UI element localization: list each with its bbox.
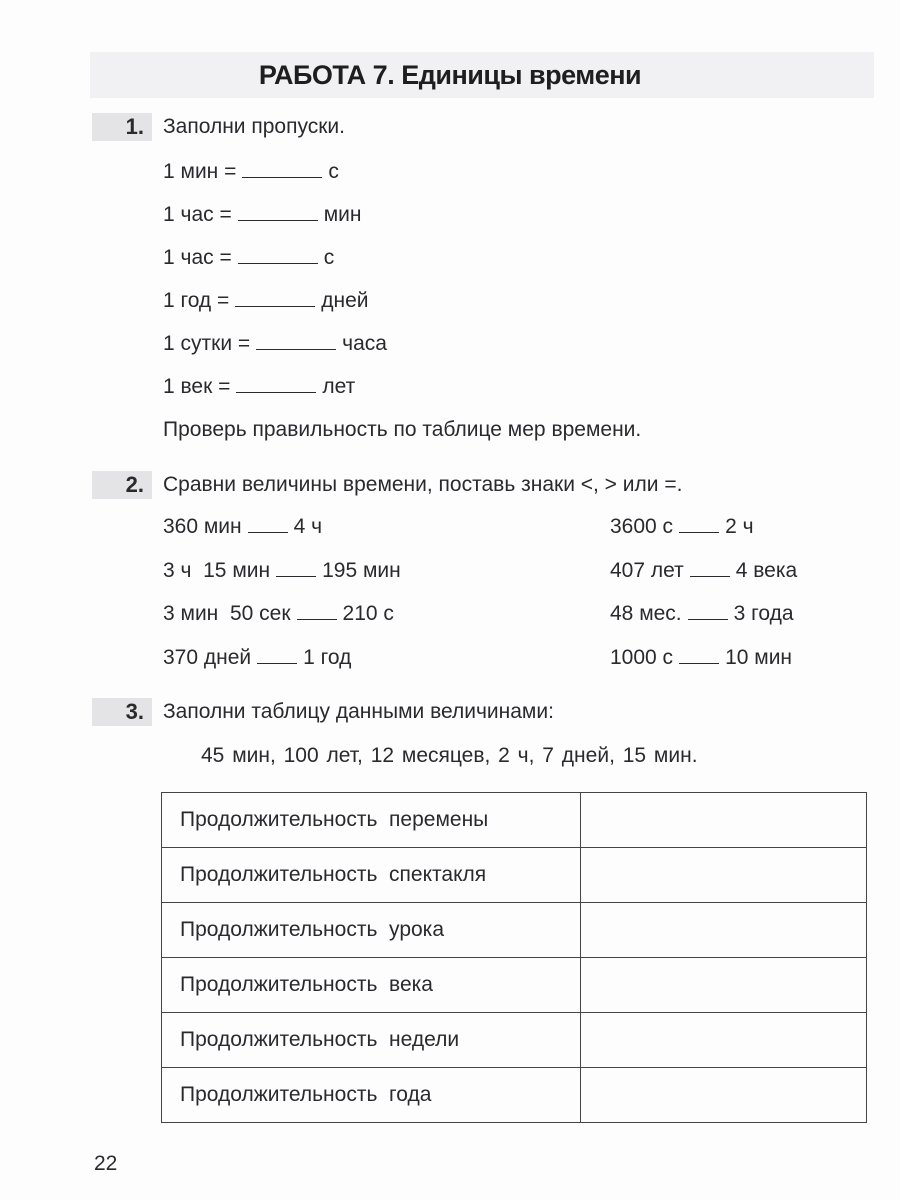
comparison-b: 195 мин <box>322 558 401 582</box>
left-expression: 1 год = <box>163 289 230 312</box>
answer-cell[interactable] <box>581 793 867 848</box>
fill-in-line <box>163 160 339 184</box>
row-label: Продолжительность века <box>162 958 581 1013</box>
unit: лет <box>322 375 356 398</box>
task-1-note: Проверь правильность по таблице мер времени. <box>163 418 642 441</box>
fill-in-line <box>163 289 369 313</box>
sign-blank[interactable] <box>690 560 730 577</box>
answer-cell[interactable] <box>581 1013 867 1068</box>
task-1-number: 1. <box>92 113 152 141</box>
comparison-b: 2 ч <box>725 515 754 538</box>
sign-blank[interactable] <box>688 603 728 620</box>
answer-blank[interactable] <box>238 247 318 264</box>
fill-in-line <box>163 375 355 399</box>
left-expression: 1 час = <box>163 246 232 269</box>
comparison-b: 10 мин <box>725 645 793 669</box>
unit: часа <box>342 332 387 355</box>
answer-blank[interactable] <box>236 376 316 393</box>
table-row <box>162 1013 867 1068</box>
answer-blank[interactable] <box>256 333 336 350</box>
page-number: 22 <box>94 1152 118 1175</box>
comparison-b: 3 года <box>733 602 794 625</box>
task-2-number: 2. <box>92 471 152 499</box>
answer-blank[interactable] <box>235 290 315 307</box>
unit: с <box>323 246 335 269</box>
comparison-row <box>163 559 401 583</box>
comparison-a: 360 мин <box>163 515 242 538</box>
sign-blank[interactable] <box>276 560 316 577</box>
answer-cell[interactable] <box>581 958 867 1013</box>
sign-blank[interactable] <box>257 647 297 664</box>
task-3-number: 3. <box>92 698 152 726</box>
comparison-b: 4 века <box>735 558 798 582</box>
comparison-row <box>163 646 351 670</box>
comparison-a: 3600 с <box>610 515 674 538</box>
comparison-b: 4 ч <box>293 515 323 538</box>
comparison-b: 210 с <box>342 602 394 625</box>
table-row <box>162 958 867 1013</box>
comparison-a: 1000 с <box>610 645 674 669</box>
sign-blank[interactable] <box>248 516 288 533</box>
fill-in-line <box>163 246 334 270</box>
comparison-row <box>610 515 754 539</box>
row-label: Продолжительность урока <box>162 903 581 958</box>
comparison-row <box>163 602 394 626</box>
comparison-row <box>610 646 792 670</box>
answer-blank[interactable] <box>238 204 318 221</box>
left-expression: 1 век = <box>163 375 231 398</box>
comparison-a: 48 мес. <box>610 602 682 625</box>
table-row <box>162 793 867 848</box>
unit: дней <box>321 289 369 312</box>
task-2-instruction: Сравни величины времени, поставь знаки <, > или =. <box>163 473 683 496</box>
table-row <box>162 1068 867 1123</box>
fill-in-line <box>163 203 362 227</box>
left-expression: 1 сутки = <box>163 332 251 355</box>
table-row <box>162 848 867 903</box>
row-label: Продолжительность перемены <box>162 793 581 848</box>
comparison-a: 370 дней <box>163 645 252 669</box>
comparison-a: 3 ч 15 мин <box>163 558 271 582</box>
row-label: Продолжительность спектакля <box>162 848 581 903</box>
task-1-instruction: Заполни пропуски. <box>163 115 345 138</box>
sign-blank[interactable] <box>679 647 719 664</box>
answer-blank[interactable] <box>242 161 322 178</box>
answer-cell[interactable] <box>581 1068 867 1123</box>
unit: с <box>328 160 339 183</box>
comparison-row <box>610 559 797 583</box>
comparison-row <box>610 602 794 626</box>
comparison-a: 407 лет <box>610 558 684 582</box>
row-label: Продолжительность года <box>162 1068 581 1123</box>
comparison-b: 1 год <box>303 645 352 669</box>
comparison-a: 3 мин 50 сек <box>163 602 291 625</box>
sign-blank[interactable] <box>297 603 337 620</box>
duration-table <box>161 792 867 1123</box>
page-title: РАБОТА 7. Единицы времени <box>258 60 642 90</box>
sign-blank[interactable] <box>679 516 719 533</box>
row-label: Продолжительность недели <box>162 1013 581 1068</box>
left-expression: 1 мин = <box>163 160 237 183</box>
table-row <box>162 903 867 958</box>
task-3-values: 45 мин, 100 лет, 12 месяцев, 2 ч, 7 дней, 15 мин. <box>201 744 698 767</box>
comparison-row <box>163 515 322 539</box>
unit: мин <box>323 203 362 226</box>
answer-cell[interactable] <box>581 903 867 958</box>
fill-in-line <box>163 332 387 356</box>
task-3-instruction: Заполни таблицу данными величинами: <box>163 700 554 723</box>
answer-cell[interactable] <box>581 848 867 903</box>
left-expression: 1 час = <box>163 203 232 226</box>
